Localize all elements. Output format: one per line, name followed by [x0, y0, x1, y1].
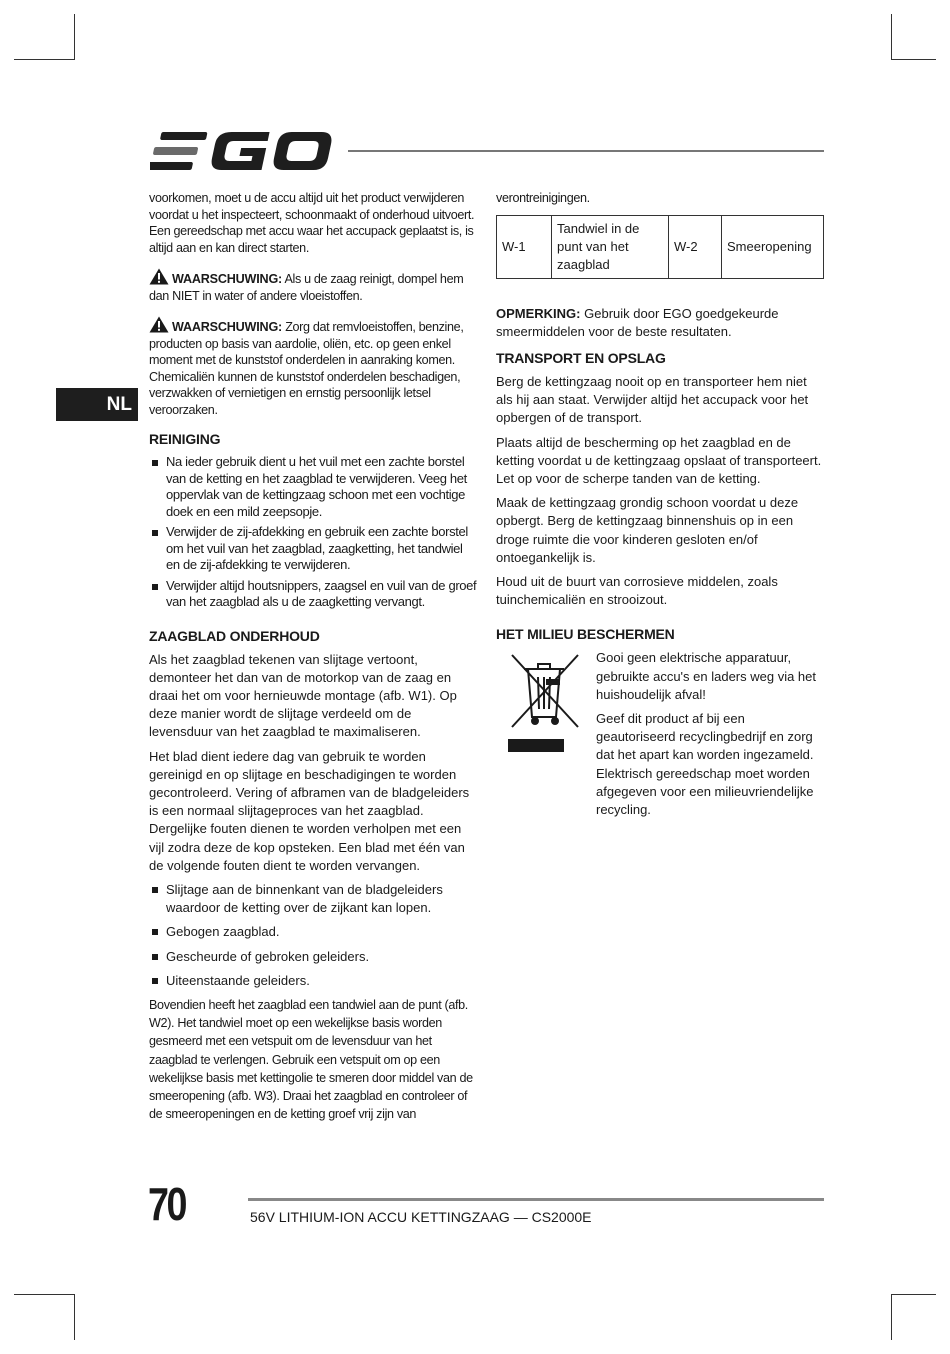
list-item: Slijtage aan de binnenkant van de bladgeleiders waardoor de ketting over de zijkant kan lopen. — [149, 881, 477, 917]
crop-mark — [14, 1294, 74, 1295]
milieu-block — [496, 649, 826, 825]
milieu-paragraph: Gooi geen elektrische apparatuur, gebruikte accu's en laders weg via het huishoudelijk afval! — [596, 650, 816, 702]
section-heading-reiniging: REINIGING — [149, 431, 221, 447]
section-heading-milieu: HET MILIEU BESCHERMEN — [496, 626, 675, 643]
language-tab: NL — [56, 388, 138, 421]
warning-triangle-icon — [149, 316, 169, 333]
footer-title: 56V LITHIUM-ION ACCU KETTINGZAAG — CS2000E — [250, 1209, 592, 1225]
list-item: Uiteenstaande geleiders. — [149, 972, 477, 990]
right-column — [496, 190, 826, 825]
table-cell: W-1 — [497, 215, 552, 278]
transport-paragraph: Berg de kettingzaag nooit op en transporteer hem niet als hij aan staat. Verwijder altijd het accupack voor het opbergen of de transport. — [496, 373, 809, 426]
footer-rule — [248, 1198, 824, 1201]
table-cell: W-2 — [669, 215, 722, 278]
zaagblad-paragraph: Bovendien heeft het zaagblad een tandwiel aan de punt (afb. W2). Het tandwiel moet op een wekelijkse basis worden gesmeerd met een vetspuit om de levensduur van het zaagblad te verlengen. Gebruik een vetspuit om op een wekelijkse basis met kettingolie te smeren door middel van de smeeropening (afb. W3). Draai het zaagblad en controleer of de smeeropeningen en de ketting groef vrij zijn van — [149, 997, 473, 1122]
milieu-text — [596, 649, 826, 825]
crop-mark — [891, 14, 892, 60]
transport-paragraph: Maak de kettingzaag grondig schoon voordat u deze opbergt. Berg de kettingzaag binnenshuis op in een droge ruimte die voor kinderen gesloten en/of ontoegankelijk is. — [496, 495, 799, 565]
continued-text: verontreinigingen. — [496, 191, 590, 205]
intro-paragraph: voorkomen, moet u de accu altijd uit het product verwijderen voordat u het inspecteert, schoonmaakt of onderhoud uitvoert. Een gereedschap met accu waar het accupack geplaatst is, is altijd aan en kan direct starten. — [149, 191, 475, 255]
zaagblad-paragraph: Het blad dient iedere dag van gebruik te worden gereinigd en op slijtage en beschadigingen te worden gecontroleerd. Vering of afbramen van de bladgeleiders is een normaal slijtageproces van het zaagblad. Dergelijke fouten dienen te worden verholpen met een vijl zodra deze de kop opsteken. Een blad met één van de volgende fouten dient te worden vervangen. — [149, 748, 470, 873]
reiniging-list — [149, 454, 477, 611]
warning-label: WAARSCHUWING: — [172, 272, 283, 286]
milieu-paragraph: Geef dit product af bij een geautoriseerd recyclingbedrijf en zorg dat het apart kan worden ingezameld. Elektrisch gereedschap moet worden afgegeven voor een milieuvriendelijke recycling. — [596, 710, 814, 817]
warning-block — [149, 268, 477, 304]
list-item: Gescheurde of gebroken geleiders. — [149, 948, 477, 966]
transport-paragraph: Plaats altijd de bescherming op het zaagblad en de ketting voordat u de kettingzaag opslaat of transporteert. Let op voor de scherpe tanden van de ketting. — [496, 434, 822, 486]
crop-mark — [891, 1294, 936, 1295]
header-rule — [348, 150, 824, 152]
parts-table — [496, 215, 824, 279]
ego-logo — [150, 130, 332, 172]
page-number: 70 — [148, 1178, 186, 1230]
note-text: Gebruik door EGO goedgekeurde smeermiddelen voor de beste resultaten. — [496, 305, 779, 339]
table-cell: Tandwiel in de punt van het zaagblad — [552, 215, 669, 278]
warning-text: Als u de zaag reinigt, dompel hem dan NIET in water of andere vloeistoffen. — [149, 272, 464, 303]
transport-paragraph: Houd uit de buurt van corrosieve middelen, zoals tuinchemicaliën en strooizout. — [496, 573, 778, 608]
list-item: Na ieder gebruik dient u het vuil met een zachte borstel van de ketting en het zaagblad te verwijderen. Veeg het oppervlak van de kettingzaag schoon met een vochtige doek en een mild zeepsopje. — [149, 454, 477, 520]
warning-triangle-icon — [149, 268, 169, 285]
list-item: Verwijder altijd houtsnippers, zaagsel en vuil van de groef van het zaagblad als u de zaagketting vervangt. — [149, 578, 477, 611]
section-heading-zaagblad: ZAAGBLAD ONDERHOUD — [149, 627, 320, 644]
section-heading-transport: TRANSPORT EN OPSLAG — [496, 349, 666, 366]
crop-mark — [891, 1294, 892, 1340]
crossed-out-wheelie-bin-icon — [508, 651, 586, 753]
crop-mark — [74, 1294, 75, 1340]
crop-mark — [14, 59, 74, 60]
note-label: OPMERKING: — [496, 305, 581, 321]
zaagblad-paragraph: Als het zaagblad tekenen van slijtage vertoont, demonteer het dan van de motorkop van de zaag en draai het om voor hernieuwde montage (afb. W1). Op deze manier wordt de slijtage verdeeld om de levensduur van het zaagblad te maximaliseren. — [149, 651, 457, 740]
table-row — [497, 215, 824, 278]
warning-text: Zorg dat remvloeistoffen, benzine, producten op basis van aardolie, oliën, etc. op geen enkel moment met de kunststof onderdelen in aanraking komen. Chemicaliën kunnen de kunststof onderdelen beschadigen, verzwakken of vernietigen en ernstig persoonlijk letsel veroorzaken. — [149, 320, 464, 417]
note-block — [496, 305, 826, 341]
left-column — [149, 190, 477, 1129]
crop-mark — [891, 59, 936, 60]
zaagblad-defects-list — [149, 881, 477, 990]
warning-block — [149, 316, 477, 418]
warning-label: WAARSCHUWING: — [172, 320, 283, 334]
list-item: Verwijder de zij-afdekking en gebruik een zachte borstel om het vuil van het zaagblad, zaagketting, het tandwiel en de zij-afdekking te verwijderen. — [149, 524, 477, 574]
crop-mark — [74, 14, 75, 60]
table-cell: Smeeropening — [722, 215, 824, 278]
list-item: Gebogen zaagblad. — [149, 923, 477, 941]
